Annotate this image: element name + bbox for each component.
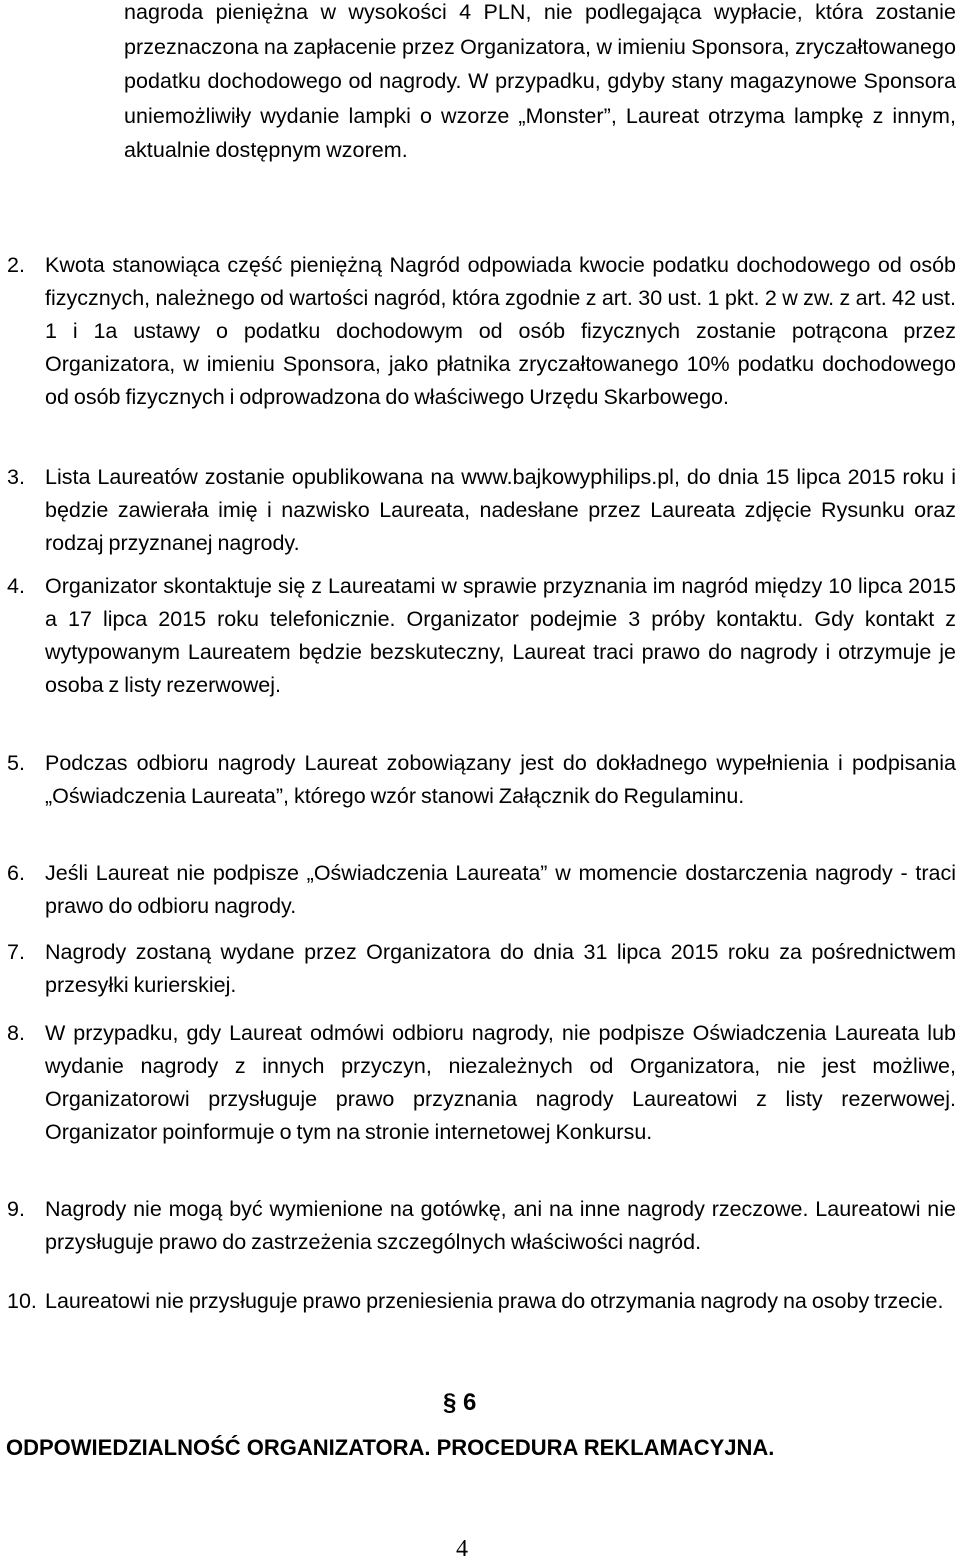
- item-text: Laureatowi nie przysługuje prawo przeniesienia prawa do otrzymania nagrody na osoby trzecie.: [45, 1289, 944, 1313]
- item-text: Nagrody nie mogą być wymienione na gotówkę, ani na inne nagrody rzeczowe. Laureatowi nie przysługuje prawo do zastrzeżenia szczególnych właściwości nagród.: [45, 1197, 956, 1254]
- item-text: Podczas odbioru nagrody Laureat zobowiązany jest do dokładnego wypełnienia i podpisania „Oświadczenia Laureata”, którego wzór stanowi Załącznik do Regulaminu.: [45, 751, 956, 808]
- item-text: Nagrody zostaną wydane przez Organizatora do dnia 31 lipca 2015 roku za pośrednictwem przesyłki kurierskiej.: [45, 940, 956, 997]
- item-text: Organizator skontaktuje się z Laureatami w sprawie przyznania im nagród między 10 lipca 2015 a 17 lipca 2015 roku telefonicznie. Organizator podejmie 3 próby kontaktu. Gdy kontakt z wytypowanym Laureatem będzie bezskuteczny, Laureat traci prawo do nagrody i otrzymuje je osoba z listy rezerwowej.: [45, 574, 956, 697]
- item-number: 10.: [7, 1289, 37, 1313]
- page-number: 4: [456, 1536, 468, 1562]
- section-title: ODPOWIEDZIALNOŚĆ ORGANIZATORA. PROCEDURA REKLAMACYJNA.: [6, 1435, 775, 1460]
- item-number: 4.: [7, 574, 25, 598]
- item-text: W przypadku, gdy Laureat odmówi odbioru nagrody, nie podpisze Oświadczenia Laureata lub wydanie nagrody z innych przyczyn, niezależnych od Organizatora, nie jest możliwe, Organizatorowi przysługuje prawo przyznania nagrody Laureatowi z listy rezerwowej. Organizator poinformuje o tym na stronie internetowej Konkursu.: [45, 1021, 956, 1144]
- item-text: Kwota stanowiąca część pieniężną Nagród odpowiada kwocie podatku dochodowego od osób fizycznych, należnego od wartości nagród, która zgodnie z art. 30 ust. 1 pkt. 2 w zw. z art. 42 ust. 1 i 1a ustawy o podatku dochodowym od osób fizycznych zostanie potrącona przez Organizatora, w imieniu Sponsora, jako płatnika zryczałtowanego 10% podatku dochodowego od osób fizycznych i odprowadzona do właściwego Urzędu Skarbowego.: [45, 253, 956, 409]
- item-text: Lista Laureatów zostanie opublikowana na www.bajkowyphilips.pl, do dnia 15 lipca 2015 roku i będzie zawierała imię i nazwisko Laureata, nadesłane przez Laureata zdjęcie Rysunku oraz rodzaj przyznanej nagrody.: [45, 465, 956, 555]
- item-number: 2.: [7, 253, 25, 277]
- continuation-paragraph: nagroda pieniężna w wysokości 4 PLN, nie podlegająca wypłacie, która zostanie przeznaczona na zapłacenie przez Organizatora, w imieniu Sponsora, zryczałtowanego podatku dochodowego od nagrody. W przypadku, gdyby stany magazynowe Sponsora uniemożliwiły wydanie lampki o wzorze „Monster”, Laureat otrzyma lampkę z innym, aktualnie dostępnym wzorem.: [124, 0, 956, 163]
- section-mark: § 6: [443, 1389, 477, 1416]
- item-number: 6.: [7, 861, 25, 885]
- item-number: 3.: [7, 465, 25, 489]
- item-number: 7.: [7, 940, 25, 964]
- item-number: 5.: [7, 751, 25, 775]
- item-text: Jeśli Laureat nie podpisze „Oświadczenia Laureata” w momencie dostarczenia nagrody - traci prawo do odbioru nagrody.: [45, 861, 956, 918]
- item-number: 9.: [7, 1197, 25, 1221]
- item-number: 8.: [7, 1021, 25, 1045]
